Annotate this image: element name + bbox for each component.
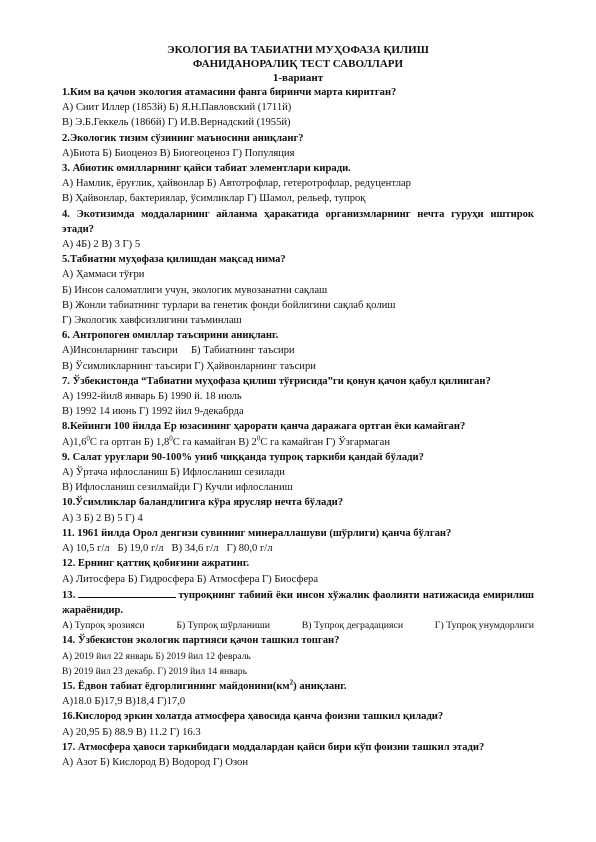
test-document xyxy=(62,44,534,770)
answer-fragment: С га камайган В) 2 xyxy=(172,436,257,448)
answer-line: В) Жонли табиатнинг турлари ва генетик фонди бойлигини сақлаб қолиш xyxy=(62,299,396,311)
question-12 xyxy=(62,556,534,586)
question-text: 3. Абиотик омилларнинг қайси табиат элементлари киради. xyxy=(62,163,351,175)
answer-fragment: С га ортган Б) 1,8 xyxy=(89,436,170,448)
answer-line: В) 2019 йил 23 декабр. Г) 2019 йил 14 январь xyxy=(62,665,247,677)
answer-fragment: С га камайган Г) Ўзгармаган xyxy=(260,436,390,448)
fill-in-blank xyxy=(78,587,176,598)
question-4 xyxy=(62,207,534,253)
question-text: 6. Антропоген омиллар таъсирини аниқланг. xyxy=(62,330,279,342)
answer-line: А) Литосфера Б) Гидросфера Б) Атмосфера Г) Биосфера xyxy=(62,573,319,585)
answer-option: Г) Тупроқ унумдорлиги xyxy=(434,620,534,632)
answer-option: В) Тупроқ деградацияси xyxy=(301,620,404,632)
answer-option: Б) Тупроқ шўрланиши xyxy=(176,620,271,632)
answer-line: А) 1992-йил8 январь Б) 1990 й. 18 июль xyxy=(62,391,242,403)
question-14 xyxy=(62,633,534,679)
question-text: 8.Кейинги 100 йилда Ер юзасининг ҳарорати қанча даражага ортган ёки камайган? xyxy=(62,421,466,433)
document-title-line-1: ЭКОЛОГИЯ ВА ТАБИАТНИ МУҲОФАЗА ҚИЛИШ xyxy=(167,44,429,56)
answer-line: Б) Инсон саломатлиги учун, экологик мувозанатни сақлаш xyxy=(62,284,328,296)
answer-line: А) Сиит Иллер (1853й) Б) Я.Н.Павловский (1711й) xyxy=(62,102,292,114)
question-text: 7. Ўзбекистонда “Табиатни муҳофаза қилиш тўғрисида”ги қонун қачон қабул қилинган? xyxy=(62,375,491,387)
question-text: 1.Ким ва қачон экология атамасини фанга биринчи марта киритган? xyxy=(62,87,397,98)
document-title-line-2: ФАНИДАНОРАЛИҚ ТЕСТ САВОЛЛАРИ xyxy=(192,57,404,70)
answer-line: А) 20,95 Б) 88.9 В) 11.2 Г) 16.3 xyxy=(62,726,201,738)
question-5 xyxy=(62,252,534,328)
answer-line: В) Ифлосланиш сезилмайди Г) Кучли ифлосланиш xyxy=(62,482,293,494)
answer-line: В) 1992 14 июнь Г) 1992 йил 9-декабрда xyxy=(62,406,244,418)
question-text: 9. Салат уруғлари 90-100% униб чиққанда тупроқ таркиби қандай бўлади? xyxy=(62,451,424,463)
question-text: 5.Табиатни муҳофаза қилишдан мақсад нима? xyxy=(62,254,286,266)
question-text: 12. Ернинг қаттиқ қобиғини ажратинг. xyxy=(62,558,250,570)
answer-line: В) Ўсимликларнинг таъсири Г) Ҳайвонларнинг таъсири xyxy=(62,360,316,372)
question-number: 13. xyxy=(62,589,76,601)
question-text: 14. Ўзбекистон экологик партияси қачон ташкил топган? xyxy=(62,635,340,647)
question-7 xyxy=(62,374,534,420)
answer-line: В) Э.Б.Геккель (1866й) Г) И.В.Вернадский (1955й) xyxy=(62,117,291,129)
question-text: 11. 1961 йилда Орол денгизи сувининг минераллашуви (шўрлиги) қанча бўлган? xyxy=(62,527,452,539)
question-text: 10.Ўсимликлар баландлигига кўра ярусляр нечта бўлади? xyxy=(62,497,344,509)
answer-line: А) 3 Б) 2 В) 5 Г) 4 xyxy=(62,512,143,524)
answer-line: А) Ҳаммаси тўғри xyxy=(62,269,145,281)
question-text-rest: тупроқнинг табиий ёки инсон хўжалик фаолияти натижасида емирилиш жараёнидир. xyxy=(62,589,534,616)
answer-line: А) 2019 йил 22 январь Б) 2019 йил 12 февраль xyxy=(62,650,251,662)
question-text: 4. Экотизимда моддаларнинг айланма ҳаракатида организмларнинг нечта гуруҳи иштирок этади? xyxy=(62,208,534,235)
answer-option: А) Тупроқ эрозияси xyxy=(62,620,145,632)
question-text-end: ) аниқланг. xyxy=(293,680,347,692)
degree-superscript: 0 xyxy=(256,434,261,443)
question-11 xyxy=(62,526,534,556)
question-1 xyxy=(62,85,534,131)
answer-line: А)18.0 Б)17,9 В)18,4 Г)17,0 xyxy=(62,696,186,708)
answer-line: Г) Экологик хавфсизлигини таъминлаш xyxy=(62,315,242,327)
answer-line: А) Ўртача ифлосланиш Б) Ифлосланиш сезилади xyxy=(62,467,285,479)
question-15 xyxy=(62,679,534,709)
answer-line: В) Ҳайвонлар, бактериялар, ўсимликлар Г) Шамол, рельеф, тупроқ xyxy=(62,193,366,205)
answer-line: А)Инсонларнинг таъсири Б) Табиатнинг таъсири xyxy=(62,345,295,357)
answer-line xyxy=(62,435,534,450)
question-text xyxy=(62,679,534,694)
unit-superscript: 2 xyxy=(289,678,294,687)
answer-line: А)Биота Б) Биоценоз В) Биогеоценоз Г) Популяция xyxy=(62,147,295,159)
question-13 xyxy=(62,587,534,634)
answer-line: А) Азот Б) Кислород В) Водород Г) Озон xyxy=(62,756,248,768)
question-16 xyxy=(62,709,534,739)
question-10 xyxy=(62,495,534,525)
question-3 xyxy=(62,161,534,207)
degree-superscript: 0 xyxy=(86,434,90,443)
answer-fragment: А)1,6 xyxy=(62,436,87,448)
question-text: 2.Экологик тизим сўзининг маъносини аниқланг? xyxy=(62,132,304,144)
variant-label: 1-вариант xyxy=(272,72,324,84)
question-8 xyxy=(62,419,534,449)
question-text-start: 15. Ёдвон табиат ёдгорлигининг майдонини(км xyxy=(62,680,290,692)
answer-line: А) 4Б) 2 В) 3 Г) 5 xyxy=(62,239,141,251)
question-text: 16.Кислород эркин холатда атмосфера ҳавосида қанча фоизни ташкил қилади? xyxy=(62,711,444,723)
question-text xyxy=(62,587,534,618)
answer-line: А) 10,5 г/л Б) 19,0 г/л В) 34,6 г/л Г) 80,0 г/л xyxy=(62,543,273,555)
question-6 xyxy=(62,328,534,374)
question-17 xyxy=(62,740,534,770)
degree-superscript: 0 xyxy=(169,434,173,443)
question-2 xyxy=(62,131,534,161)
answer-line: А) Намлик, ёруғлик, ҳайвонлар Б) Автотрофлар, гетеротрофлар, редуцентлар xyxy=(62,178,411,190)
question-9 xyxy=(62,450,534,496)
answer-line xyxy=(62,618,534,633)
question-text: 17. Атмосфера ҳавоси таркибидаги моддалардан қайси бири кўп фоизни ташкил этади? xyxy=(62,741,485,753)
